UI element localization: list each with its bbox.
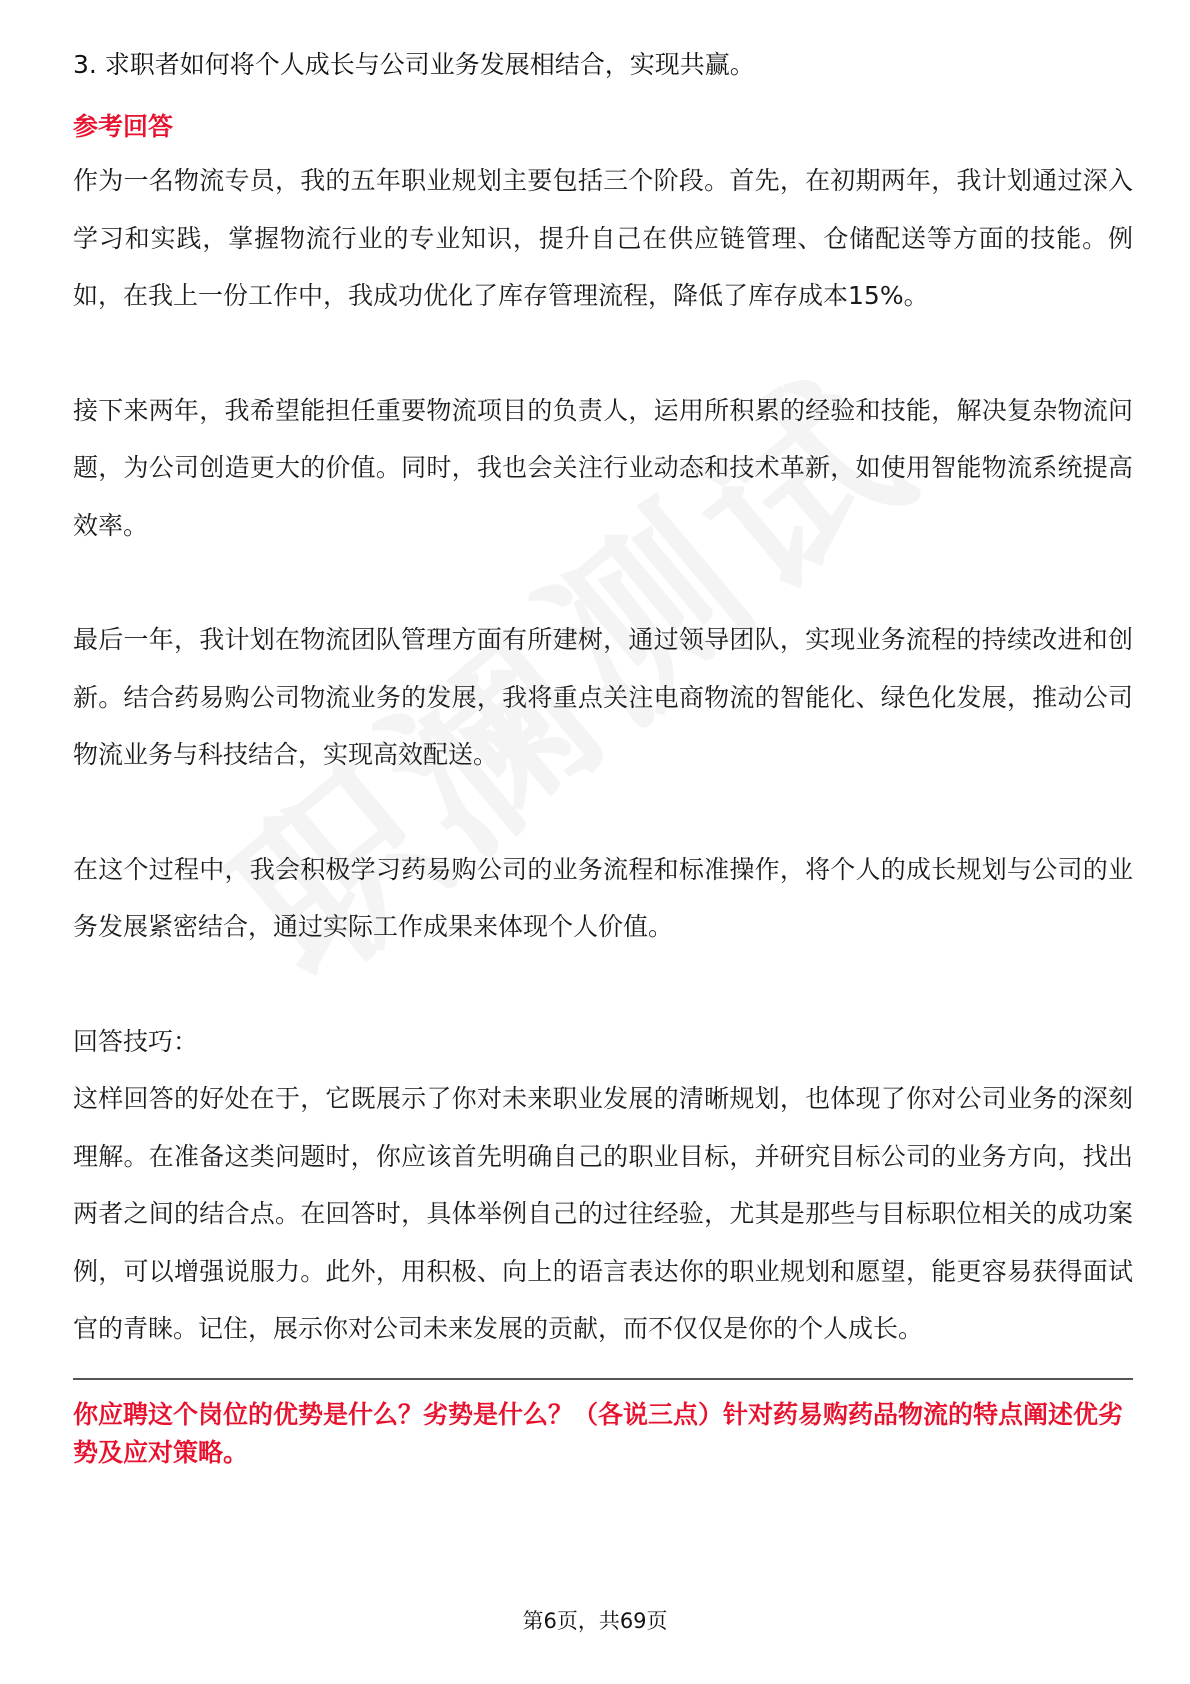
answer-paragraph-2: 接下来两年，我希望能担任重要物流项目的负责人，运用所积累的经验和技能，解决复杂物流问题，为公司创造更大的价值。同时，我也会关注行业动态和技术革新，如使用智能物流系统提高效率。 [73,395,1133,540]
answer-heading: 参考回答 [73,112,174,141]
answer-paragraph-1: 作为一名物流专员，我的五年职业规划主要包括三个阶段。首先，在初期两年，我计划通过深入学习和实践，掌握物流行业的专业知识，提升自己在供应链管理、仓储配送等方面的技能。例如，在我上一份工作中，我成功优化了库存管理流程，降低了库存成本15%。 [73,166,1133,310]
answer-paragraph-3: 最后一年，我计划在物流团队管理方面有所建树，通过领导团队，实现业务流程的持续改进和创新。结合药易购公司物流业务的发展，我将重点关注电商物流的智能化、绿色化发展，推动公司物流业务与科技结合，实现高效配送。 [73,625,1133,769]
page-footer: 第6页，共69页 [522,1609,668,1633]
tips-paragraph: 这样回答的好处在于，它既展示了你对未来职业发展的清晰规划，也体现了你对公司业务的深刻理解。在准备这类问题时，你应该首先明确自己的职业目标，并研究目标公司的业务方向，找出两者之间的结合点。在回答时，具体举例自己的过往经验，尤其是那些与目标职位相关的成功案例，可以增强说服力。此外，用积极、向上的语言表达你的职业规划和愿望，能更容易获得面试官的青睐。记住，展示你对公司未来发展的贡献，而不仅仅是你的个人成长。 [73,1084,1133,1343]
answer-paragraph-4: 在这个过程中，我会积极学习药易购公司的业务流程和标准操作，将个人的成长规划与公司的业务发展紧密结合，通过实际工作成果来体现个人价值。 [73,854,1133,941]
question-item: 3. 求职者如何将个人成长与公司业务发展相结合，实现共赢。 [73,50,755,79]
section-divider [73,1378,1133,1380]
next-question-heading: 你应聘这个岗位的优势是什么？劣势是什么？（各说三点）针对药易购药品物流的特点阐述优劣势及应对策略。 [73,1399,1124,1467]
tips-heading: 回答技巧： [73,1026,199,1056]
page-content [73,46,1133,1472]
